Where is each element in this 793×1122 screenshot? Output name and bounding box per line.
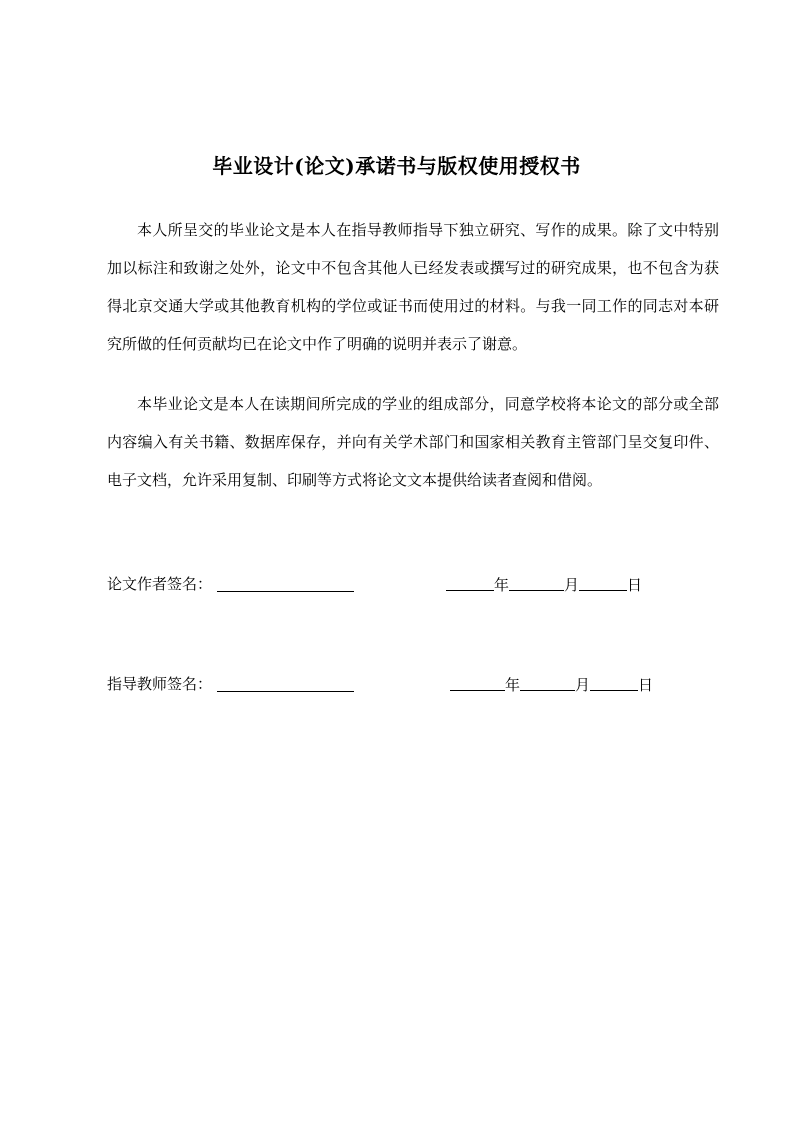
author-signature-label: 论文作者签名： <box>107 575 213 593</box>
year-label: 年 <box>505 676 521 694</box>
advisor-signature-blank[interactable] <box>217 674 354 692</box>
author-signature-blank[interactable] <box>217 574 354 592</box>
day-label: 日 <box>627 576 643 594</box>
author-signature-row <box>107 572 667 596</box>
advisor-month-blank[interactable] <box>520 673 575 691</box>
month-label: 月 <box>564 576 580 594</box>
advisor-signature-row <box>107 672 667 696</box>
day-label: 日 <box>638 676 654 694</box>
author-date <box>446 572 642 597</box>
advisor-signature-label: 指导教师签名： <box>107 675 213 693</box>
commitment-paragraph: 本人所呈交的毕业论文是本人在指导教师指导下独立研究、写作的成果。除了文中特别加以标注和致谢之处外，论文中不包含其他人已经发表或撰写过的研究成果，也不包含为获得北京交通大学或其他教育机构的学位或证书而使用过的材料。与我一同工作的同志对本研究所做的任何贡献均已在论文中作了明确的说明并表示了谢意。 <box>107 221 719 353</box>
advisor-day-blank[interactable] <box>590 673 638 691</box>
authorization-paragraph: 本毕业论文是本人在读期间所完成的学业的组成部分，同意学校将本论文的部分或全部内容编入有关书籍、数据库保存，并向有关学术部门和国家相关教育主管部门呈交复印件、电子文档，允许采用复制、印刷等方式将论文文本提供给读者查阅和借阅。 <box>107 395 719 489</box>
author-year-blank[interactable] <box>446 573 494 591</box>
year-label: 年 <box>494 576 510 594</box>
advisor-year-blank[interactable] <box>450 673 505 691</box>
author-month-blank[interactable] <box>509 573 564 591</box>
author-day-blank[interactable] <box>579 573 627 591</box>
document-title: 毕业设计(论文)承诺书与版权使用授权书 <box>212 154 581 178</box>
month-label: 月 <box>575 676 591 694</box>
advisor-date <box>450 672 653 697</box>
